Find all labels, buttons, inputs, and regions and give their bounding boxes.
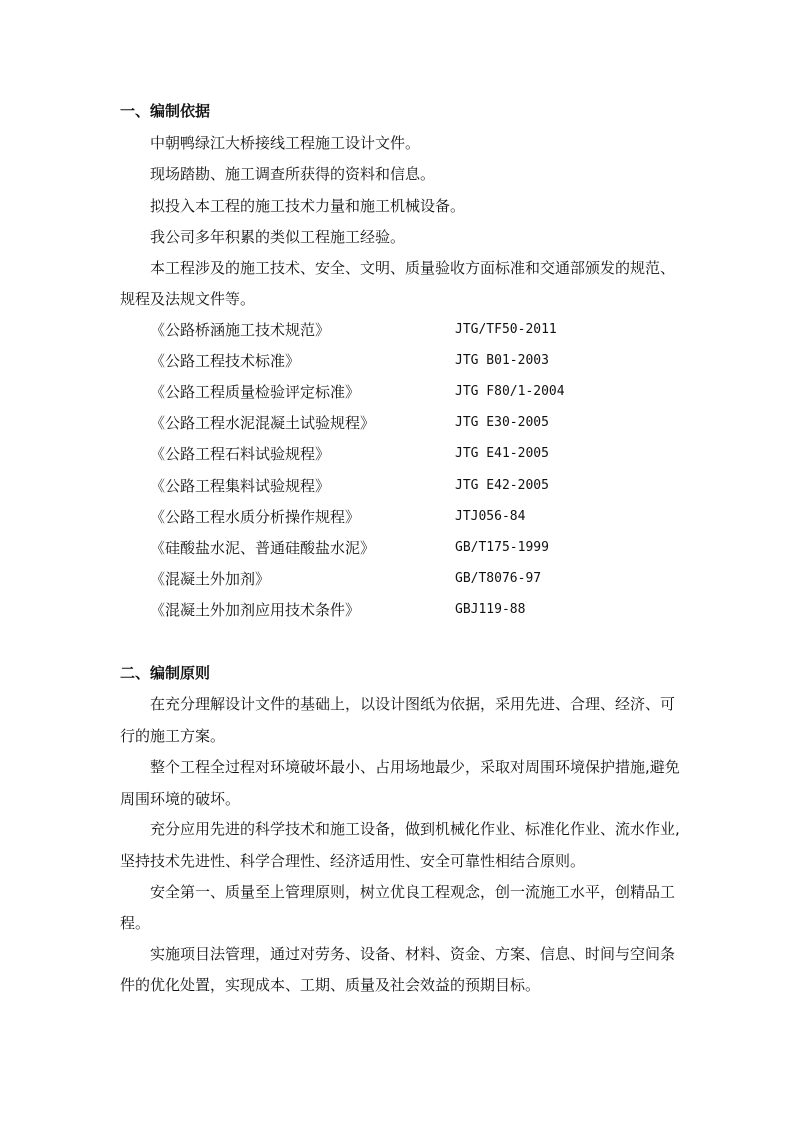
section2-para2-line2: 周围环境的破坏。 [120, 790, 241, 808]
standard-code: GB/T175-1999 [455, 540, 549, 555]
standard-name: 《混凝土外加剂》 [150, 570, 271, 588]
standard-name: 《公路工程技术标准》 [150, 352, 301, 370]
section1-para5-line2: 规程及法规文件等。 [120, 290, 256, 308]
standard-code: JTG E30-2005 [455, 415, 549, 430]
standard-code: JTG B01-2003 [455, 353, 549, 368]
section1-para3-line1: 拟投入本工程的施工技术力量和施工机械设备。 [150, 197, 466, 215]
section1-para2-line1: 现场踏勘、施工调查所获得的资料和信息。 [150, 165, 436, 183]
section1-para5-line1: 本工程涉及的施工技术、安全、文明、质量验收方面标准和交通部颁发的规范、 [150, 259, 676, 277]
standard-name: 《公路工程水泥混凝土试验规程》 [150, 414, 376, 432]
section2-para2-line1: 整个工程全过程对环境破坏最小、占用场地最少，采取对周围环境保护措施,避免 [150, 758, 680, 776]
section2-para3-line1: 充分应用先进的科学技术和施工设备，做到机械化作业、标准化作业、流水作业, [150, 820, 680, 838]
standard-code: JTG/TF50-2011 [455, 322, 557, 337]
section2-para1-line2: 行的施工方案。 [120, 727, 226, 745]
standard-code: GBJ119-88 [455, 602, 526, 617]
section2-para4-line2: 程。 [120, 914, 151, 932]
section2-title: 二、编制原则 [120, 664, 211, 682]
standard-code: JTJ056-84 [455, 509, 526, 524]
section2-para3-line2: 坚持技术先进性、科学合理性、经济适用性、安全可靠性相结合原则。 [120, 852, 586, 870]
standard-name: 《公路工程集料试验规程》 [150, 477, 331, 495]
standard-name: 《公路桥涵施工技术规范》 [150, 321, 331, 339]
section2-para5-line2: 件的优化处置，实现成本、工期、质量及社会效益的预期目标。 [120, 976, 541, 994]
standard-name: 《硅酸盐水泥、普通硅酸盐水泥》 [150, 539, 376, 557]
section1-para1-line1: 中朝鸭绿江大桥接线工程施工设计文件。 [150, 134, 421, 152]
standard-code: JTG F80/1-2004 [455, 384, 565, 399]
standard-name: 《公路工程质量检验评定标准》 [150, 383, 361, 401]
section2-para5-line1: 实施项目法管理，通过对劳务、设备、材料、资金、方案、信息、时间与空间条 [150, 945, 676, 963]
standard-name: 《混凝土外加剂应用技术条件》 [150, 601, 361, 619]
section1-para4-line1: 我公司多年积累的类似工程施工经验。 [150, 228, 406, 246]
standard-code: GB/T8076-97 [455, 571, 542, 586]
section1-title: 一、编制依据 [120, 102, 211, 120]
standard-code: JTG E42-2005 [455, 478, 549, 493]
standard-name: 《公路工程水质分析操作规程》 [150, 508, 361, 526]
section2-para4-line1: 安全第一、质量至上管理原则，树立优良工程观念，创一流施工水平，创精品工 [150, 883, 676, 901]
section2-para1-line1: 在充分理解设计文件的基础上，以设计图纸为依据，采用先进、合理、经济、可 [150, 695, 676, 713]
standard-code: JTG E41-2005 [455, 446, 549, 461]
standard-name: 《公路工程石料试验规程》 [150, 445, 331, 463]
